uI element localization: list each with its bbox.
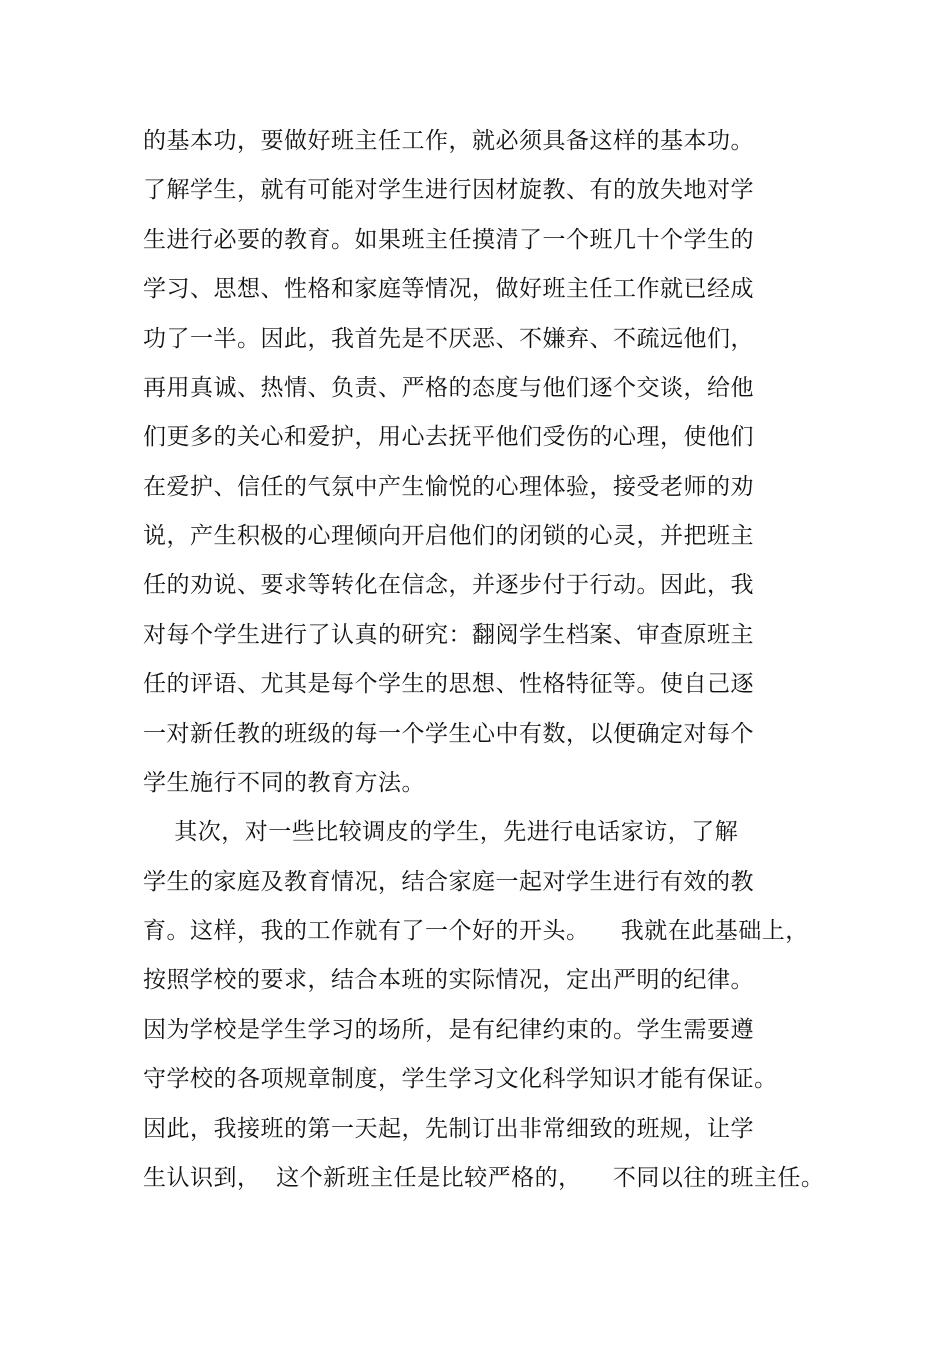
text-line: 的基本功，要做好班主任工作，就必须具备这样的基本功。 bbox=[143, 128, 754, 154]
paragraph-start-line: 其次，对一些比较调皮的学生，先进行电话家访，了解 bbox=[143, 819, 739, 845]
text-line: 生认识到， 这个新班主任是比较严格的， 不同以往的班主任。 bbox=[143, 1165, 825, 1191]
text-line: 说，产生积极的心理倾向开启他们的闭锁的心灵，并把班主 bbox=[143, 523, 754, 549]
text-line: 一对新任教的班级的每一个学生心中有数，以便确定对每个 bbox=[143, 721, 754, 747]
text-line: 功了一半。因此，我首先是不厌恶、不嫌弃、不疏远他们， bbox=[143, 326, 754, 352]
text-line: 了解学生，就有可能对学生进行因材旋教、有的放失地对学 bbox=[143, 177, 754, 203]
text-line: 因为学校是学生学习的场所，是有纪律约束的。学生需要遵 bbox=[143, 1017, 754, 1043]
text-line: 生进行必要的教育。如果班主任摸清了一个班几十个学生的 bbox=[143, 227, 754, 253]
text-line: 任的劝说、要求等转化在信念，并逐步付于行动。因此，我 bbox=[143, 572, 754, 598]
text-line: 学生施行不同的教育方法。 bbox=[143, 770, 425, 796]
text-line: 学习、思想、性格和家庭等情况，做好班主任工作就已经成 bbox=[143, 276, 754, 302]
text-line: 在爱护、信任的气氛中产生愉悦的心理体验，接受老师的劝 bbox=[143, 474, 754, 500]
text-line: 学生的家庭及教育情况，结合家庭一起对学生进行有效的教 bbox=[143, 869, 754, 895]
text-line: 守学校的各项规章制度，学生学习文化科学知识才能有保证。 bbox=[143, 1066, 778, 1092]
text-line: 再用真诚、热情、负责、严格的态度与他们逐个交谈，给他 bbox=[143, 375, 754, 401]
text-line: 们更多的关心和爱护，用心去抚平他们受伤的心理，使他们 bbox=[143, 424, 754, 450]
text-line: 育。这样，我的工作就有了一个好的开头。 我就在此基础上， bbox=[143, 918, 809, 944]
text-line: 因此，我接班的第一天起，先制订出非常细致的班规，让学 bbox=[143, 1116, 754, 1142]
text-line: 按照学校的要求，结合本班的实际情况，定出严明的纪律。 bbox=[143, 967, 754, 993]
text-line: 任的评语、尤其是每个学生的思想、性格特征等。使自己逐 bbox=[143, 671, 754, 697]
text-line: 对每个学生进行了认真的研究：翻阅学生档案、审查原班主 bbox=[143, 622, 754, 648]
